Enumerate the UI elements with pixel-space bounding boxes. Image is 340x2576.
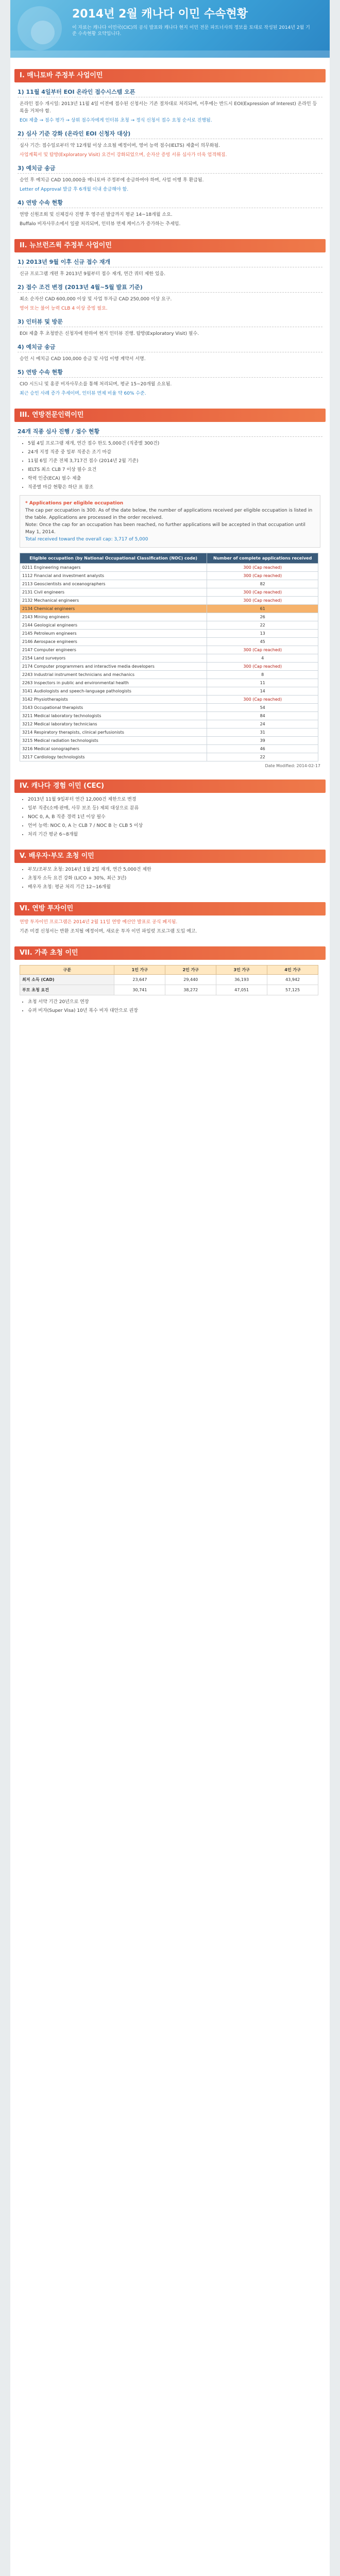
paragraph-text: 연방 투자이민 프로그램은 2014년 2월 11일 연방 예산안 발표로 공식 폐지됨. bbox=[20, 920, 178, 925]
paragraph bbox=[20, 866, 320, 891]
occupation-cell: 0211 Engineering managers bbox=[20, 564, 207, 572]
paragraph-text: 심사 기간: 접수일로부터 약 12개월 이상 소요될 예정이며, 영어 능력 점수(IELTS) 제출이 의무화됨. bbox=[20, 143, 220, 148]
table-row bbox=[20, 687, 318, 696]
notebox bbox=[20, 495, 320, 548]
table-row bbox=[20, 572, 318, 580]
list-item: • 슈퍼 비자(Super Visa) 10년 복수 비자 대안으로 권장 bbox=[28, 1007, 320, 1014]
date-modified: Date Modified: 2014-02-17 bbox=[265, 764, 320, 768]
table-row bbox=[20, 671, 318, 679]
table-cell: 43,942 bbox=[267, 975, 318, 985]
paragraph-text: 기존 미결 신청서는 반환 조치될 예정이며, 새로운 투자 이민 파일럿 프로그램 도입 예고. bbox=[20, 929, 197, 934]
count-cell: 22 bbox=[207, 621, 318, 630]
subheading: 4) 연방 수속 현황 bbox=[18, 198, 322, 208]
paragraph-text: Buffalo 비자사무소에서 일괄 처리되며, 인터뷰 면제 케이스가 증가하는 추세임. bbox=[20, 222, 181, 227]
occupation-cell: 3141 Audiologists and speech-language pathologists bbox=[20, 687, 207, 696]
occupation-cell: 2145 Petroleum engineers bbox=[20, 630, 207, 638]
occupation-cell: 2143 Mining engineers bbox=[20, 613, 207, 621]
list-item: • 부모/조부모 초청: 2014년 1월 2일 재개, 연간 5,000건 제한 bbox=[28, 866, 320, 873]
list-item: • 언어 능력: NOC 0, A 는 CLB 7 / NOC B 는 CLB 5 이상 bbox=[28, 822, 320, 829]
list-item: • 24개 지정 직종 중 일부 직종은 조기 마감 bbox=[28, 449, 320, 456]
table-row bbox=[20, 646, 318, 654]
paragraph bbox=[20, 296, 320, 312]
count-cell: 14 bbox=[207, 687, 318, 696]
list-item: • 5월 4일 프로그램 재개, 연간 접수 한도 5,000건 (직종별 300건) bbox=[28, 440, 320, 447]
list-item: • 직종별 마감 현황은 하단 표 참조 bbox=[28, 484, 320, 491]
subheading: 1) 11월 4일부터 EOI 온라인 접수시스템 오픈 bbox=[18, 88, 322, 97]
occupation-cell: 3216 Medical sonographers bbox=[20, 745, 207, 753]
section-title-family: V. 배우자·부모 초청 이민 bbox=[14, 850, 326, 863]
paragraph-text: Letter of Approval 발급 후 6개월 이내 송금해야 함. bbox=[20, 187, 129, 192]
header-wave bbox=[10, 50, 330, 58]
count-cell: 46 bbox=[207, 745, 318, 753]
table-row bbox=[20, 728, 318, 737]
notebox-title: * Applications per eligible occupation bbox=[25, 501, 124, 506]
occupation-cell: 2113 Geoscientists and oceanographers bbox=[20, 580, 207, 588]
income-table bbox=[20, 965, 318, 995]
subheading: 1) 2013년 9월 이후 신규 접수 재개 bbox=[18, 258, 322, 267]
notebox-text: The cap per occupation is 300. As of the date below, the number of applications received per eligible occupation is listed in the table. Applications are processed in the order received. bbox=[25, 508, 313, 520]
paragraph bbox=[20, 796, 320, 838]
paragraph-text: CIO 시드니 및 홍콩 비자사무소를 통해 처리되며, 평균 15~20개월 소요됨. bbox=[20, 382, 172, 387]
list-item: • 2013년 11월 9일부터 연간 12,000건 제한으로 변경 bbox=[28, 796, 320, 803]
table-row bbox=[20, 630, 318, 638]
occupation-cell: 3215 Medical radiation technologists bbox=[20, 737, 207, 745]
notebox-total: Total received toward the overall cap: 3,717 of 5,000 bbox=[25, 537, 148, 542]
table-row bbox=[20, 621, 318, 630]
list-item: • 초청자 소득 요건 강화 (LICO + 30%, 최근 3년) bbox=[28, 875, 320, 882]
subheading: 24개 직종 심사 진행 / 접수 현황 bbox=[18, 427, 322, 437]
count-cell: 300 (Cap reached) bbox=[207, 646, 318, 654]
paragraph bbox=[20, 270, 320, 278]
paragraph-text: 승인 후 예치금 CAD 100,000을 매니토바 주정부에 송금하여야 하며, 사업 이행 후 환급됨. bbox=[20, 178, 204, 183]
occupation-cell: 2263 Inspectors in public and environmental health bbox=[20, 679, 207, 687]
paragraph bbox=[20, 381, 320, 397]
count-cell: 84 bbox=[207, 712, 318, 720]
subheading: 3) 예치금 송금 bbox=[18, 164, 322, 174]
list-item: • 처리 기간 평균 6~8개월 bbox=[28, 831, 320, 838]
table-cell: 최저 소득 (CAD) bbox=[20, 975, 114, 985]
count-cell: 31 bbox=[207, 728, 318, 737]
paragraph-text: 승인 시 예치금 CAD 100,000 송금 및 사업 이행 계약서 서명. bbox=[20, 357, 146, 362]
count-cell: 300 (Cap reached) bbox=[207, 572, 318, 580]
table-row bbox=[20, 597, 318, 605]
count-cell: 22 bbox=[207, 753, 318, 761]
subheading: 4) 예치금 송금 bbox=[18, 343, 322, 352]
subheading: 2) 심사 기준 강화 (온라인 EOI 신청자 대상) bbox=[18, 129, 322, 139]
table-row bbox=[20, 588, 318, 597]
table-row bbox=[20, 613, 318, 621]
section-title-manitoba: I. 매니토바 주정부 사업이민 bbox=[14, 69, 326, 82]
list-item: • 배우자 초청: 평균 처리 기간 12~16개월 bbox=[28, 884, 320, 891]
table-header: Number of complete applications received bbox=[207, 553, 318, 564]
paragraph-text: EOI 제출 후 초청받은 신청자에 한하여 현지 인터뷰 진행. 탐방(Exploratory Visit) 필수. bbox=[20, 331, 199, 336]
table-row bbox=[20, 720, 318, 728]
table-body bbox=[20, 564, 318, 761]
occupation-cell: 3211 Medical laboratory technologists bbox=[20, 712, 207, 720]
paragraph bbox=[20, 177, 320, 193]
count-cell: 13 bbox=[207, 630, 318, 638]
table-row bbox=[20, 704, 318, 712]
paragraph bbox=[20, 440, 320, 491]
table-row bbox=[20, 753, 318, 761]
table-cell: 부모 초청 요건 bbox=[20, 985, 114, 995]
occupation-cell: 3142 Physiotherapists bbox=[20, 696, 207, 704]
occupation-cell: 1112 Financial and investment analysts bbox=[20, 572, 207, 580]
table-row bbox=[20, 737, 318, 745]
occupation-cell: 3214 Respiratory therapists, clinical perfusionists bbox=[20, 728, 207, 737]
count-cell: 61 bbox=[207, 605, 318, 613]
count-cell: 24 bbox=[207, 720, 318, 728]
occupation-cell: 2147 Computer engineers bbox=[20, 646, 207, 654]
count-cell: 300 (Cap reached) bbox=[207, 597, 318, 605]
table-row bbox=[20, 745, 318, 753]
subheading: 3) 인터뷰 및 방문 bbox=[18, 317, 322, 327]
page-title: 2014년 2월 캐나다 이민 수속현황 bbox=[72, 8, 248, 21]
page-subtitle: 이 자료는 캐나다 이민국(CIC)의 공식 발표와 캐나다 현지 이민 전문 파트너사의 정보를 토대로 작성된 2014년 2월 기준 수속현황 요약입니다. bbox=[72, 25, 310, 37]
subheading: 5) 연방 수속 현황 bbox=[18, 368, 322, 378]
list-item: • 학력 인증(ECA) 필수 제출 bbox=[28, 475, 320, 482]
table-header: 1인 가구 bbox=[114, 965, 165, 975]
header-banner bbox=[10, 0, 330, 58]
bullet-list bbox=[28, 998, 320, 1014]
table-row bbox=[20, 985, 318, 995]
occupation-cell: 3217 Cardiology technologists bbox=[20, 753, 207, 761]
table-cell: 36,193 bbox=[216, 975, 267, 985]
occupation-cell: 2134 Chemical engineers bbox=[20, 605, 207, 613]
table-row bbox=[20, 654, 318, 663]
paragraph bbox=[20, 355, 320, 363]
list-item: • 초청 서약 기간 20년으로 연장 bbox=[28, 998, 320, 1006]
section-title-investor: VI. 연방 투자이민 bbox=[14, 902, 326, 916]
table-row bbox=[20, 580, 318, 588]
occupation-cell: 2144 Geological engineers bbox=[20, 621, 207, 630]
list-item: • NOC 0, A, B 직종 경력 1년 이상 필수 bbox=[28, 814, 320, 821]
section-title-cec: IV. 캐나다 경험 이민 (CEC) bbox=[14, 779, 326, 793]
table-row bbox=[20, 679, 318, 687]
header-decoration-inner bbox=[31, 21, 55, 44]
content bbox=[10, 69, 330, 1014]
paragraph-text: EOI 제출 → 점수 평가 → 상위 점수자에게 인터뷰 초청 → 정식 신청서 접수 요청 순서로 진행됨. bbox=[20, 118, 212, 123]
table-cell: 29,440 bbox=[165, 975, 216, 985]
paragraph bbox=[20, 330, 320, 337]
page bbox=[10, 0, 330, 2576]
section-title-family-sponsor: VII. 가족 초청 이민 bbox=[14, 946, 326, 960]
table-cell: 38,272 bbox=[165, 985, 216, 995]
occupation-cell: 2243 Industrial instrument technicians and mechanics bbox=[20, 671, 207, 679]
occupation-cell: 3143 Occupational therapists bbox=[20, 704, 207, 712]
occupation-cell: 2132 Mechanical engineers bbox=[20, 597, 207, 605]
table-row bbox=[20, 638, 318, 646]
count-cell: 11 bbox=[207, 679, 318, 687]
count-cell: 26 bbox=[207, 613, 318, 621]
paragraph-text: 온라인 접수 개시일: 2013년 11월 4일 이전에 접수된 신청서는 기존 절차대로 처리되며, 이후에는 반드시 EOI(Expression of Interest) 온라인 등록을 거쳐야 함. bbox=[20, 101, 317, 114]
subheading: 2) 접수 조건 변경 (2013년 4월~5월 발표 기준) bbox=[18, 283, 322, 293]
count-cell: 45 bbox=[207, 638, 318, 646]
list-item: • 일부 직종(소매·판매, 사무 보조 등) 제외 대상으로 분류 bbox=[28, 805, 320, 812]
table-cell: 30,741 bbox=[114, 985, 165, 995]
count-cell: 82 bbox=[207, 580, 318, 588]
paragraph-text: 사업계획서 및 탐방(Exploratory Visit) 요건이 강화되었으며, 순자산 증빙 서류 심사가 더욱 엄격해짐. bbox=[20, 152, 227, 158]
paragraph bbox=[20, 919, 320, 935]
table-row bbox=[20, 975, 318, 985]
table-header: 3인 가구 bbox=[216, 965, 267, 975]
paragraph bbox=[20, 998, 320, 1014]
paragraph bbox=[20, 142, 320, 159]
table-header: 2인 가구 bbox=[165, 965, 216, 975]
paragraph bbox=[20, 211, 320, 228]
table-row bbox=[20, 663, 318, 671]
list-item: • 11월 6일 기준 전체 3,717건 접수 (2014년 2월 기준) bbox=[28, 457, 320, 465]
table-row bbox=[20, 605, 318, 613]
count-cell: 300 (Cap reached) bbox=[207, 663, 318, 671]
count-cell: 300 (Cap reached) bbox=[207, 696, 318, 704]
paragraph bbox=[20, 100, 320, 124]
occupation-cell: 3212 Medical laboratory technicians bbox=[20, 720, 207, 728]
table-cell: 47,051 bbox=[216, 985, 267, 995]
bullet-list bbox=[28, 796, 320, 838]
bullet-list bbox=[28, 440, 320, 491]
table-row bbox=[20, 712, 318, 720]
table-header: Eligible occupation (by National Occupational Classification (NOC) code) bbox=[20, 553, 207, 564]
occupation-cell: 2174 Computer programmers and interactive media developers bbox=[20, 663, 207, 671]
paragraph-text: 신규 프로그램 개편 후 2013년 9월부터 접수 재개, 연간 쿼터 제한 있음. bbox=[20, 272, 166, 277]
occupation-table bbox=[20, 553, 318, 761]
section-title-federal-skilled: III. 연방전문인력이민 bbox=[14, 409, 326, 422]
table-row bbox=[20, 696, 318, 704]
paragraph-text: 최소 순자산 CAD 600,000 이상 및 사업 투자금 CAD 250,000 이상 요구. bbox=[20, 297, 172, 302]
occupation-cell: 2146 Aerospace engineers bbox=[20, 638, 207, 646]
occupation-cell: 2131 Civil engineers bbox=[20, 588, 207, 597]
paragraph-text: 영어 또는 불어 능력 CLB 4 이상 증빙 필요. bbox=[20, 306, 108, 311]
count-cell: 39 bbox=[207, 737, 318, 745]
count-cell: 54 bbox=[207, 704, 318, 712]
paragraph-text: 최근 승인 사례 증가 추세이며, 인터뷰 면제 비율 약 60% 수준. bbox=[20, 391, 146, 396]
table-cell: 23,647 bbox=[114, 975, 165, 985]
table-header: 4인 가구 bbox=[267, 965, 318, 975]
paragraph-text: 연방 신원조회 및 신체검사 진행 후 영주권 발급까지 평균 14~18개월 소요. bbox=[20, 212, 173, 217]
bullet-list bbox=[28, 866, 320, 891]
table-row bbox=[20, 564, 318, 572]
notebox-text: Note: Once the cap for an occupation has been reached, no further applications will be accepted in that occupation until May 1, 2014. bbox=[25, 522, 305, 535]
section-title-new-brunswick: II. 뉴브런즈윅 주정부 사업이민 bbox=[14, 239, 326, 252]
list-item: • IELTS 최소 CLB 7 이상 필수 요건 bbox=[28, 466, 320, 473]
count-cell: 8 bbox=[207, 671, 318, 679]
count-cell: 300 (Cap reached) bbox=[207, 588, 318, 597]
count-cell: 300 (Cap reached) bbox=[207, 564, 318, 572]
table-cell: 57,125 bbox=[267, 985, 318, 995]
occupation-cell: 2154 Land surveyors bbox=[20, 654, 207, 663]
count-cell: 4 bbox=[207, 654, 318, 663]
table-header: 구분 bbox=[20, 965, 114, 975]
